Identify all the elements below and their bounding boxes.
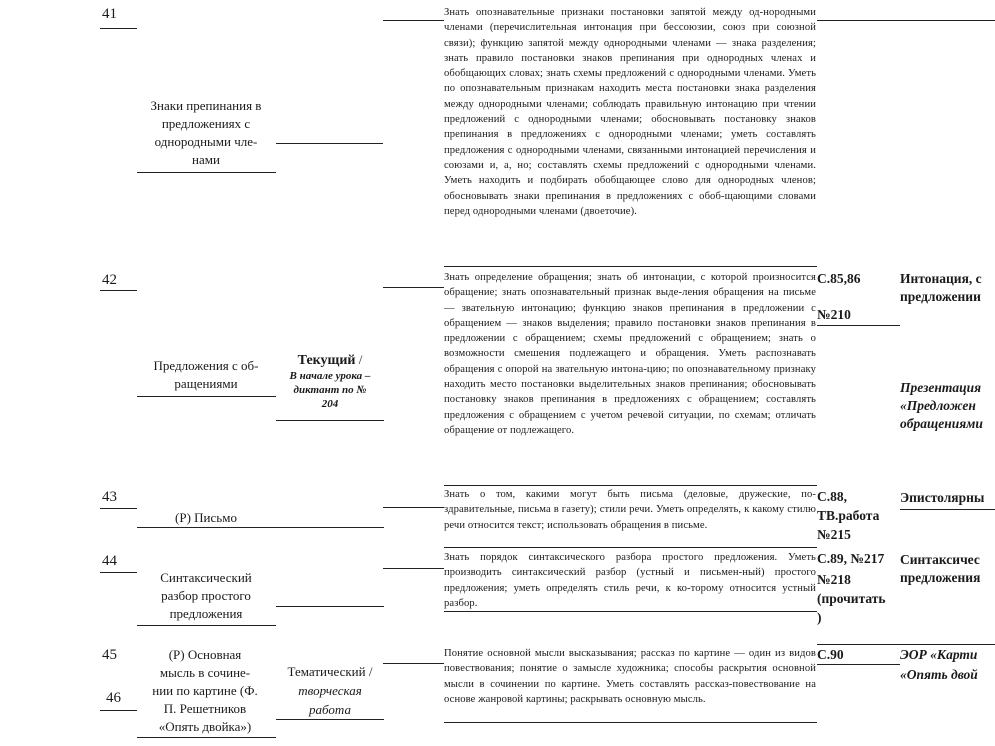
row-44-topic-underline — [137, 625, 276, 626]
row-42-control-line: 204 — [321, 398, 339, 410]
row-43-number: 43 — [102, 489, 117, 505]
row-41-mid-line — [276, 143, 383, 144]
row-42-resource-line: Презентация — [900, 380, 982, 395]
row-42-control-line — [383, 287, 444, 288]
row-42-number: 42 — [102, 272, 117, 288]
row-42-presentation — [900, 379, 983, 433]
row-43-top-line — [444, 485, 817, 486]
row-43-topic-underline — [137, 527, 384, 528]
row-45-description-underline — [444, 722, 817, 723]
row-44-top-line — [444, 547, 817, 548]
row-44-topic-line: Синтаксический — [160, 570, 252, 585]
row-44-topic-line: предложения — [169, 606, 243, 621]
row-44-homework-line: С.89, №217 — [817, 551, 885, 566]
row-45-resource-line: «Опять двой — [900, 667, 978, 682]
row-45-control-type: Тематический — [287, 664, 366, 679]
row-44-mid-line — [276, 606, 384, 607]
row-45-control-line: работа — [309, 702, 351, 717]
row-42-description: Знать определение обращения; знать об интонации, с которой произносится обращение; знать опознавательный признак выде-ления обращения на письме — звательную интонацию; функцию знаков препинания в предложении с обращением — знаков выделения; правило постановки знаков препинания в предложении с обращением; схемы предложений с обращением; знать о возможности смешения подлежащего и обращения. Уметь распознавать обращения с опорой на звательную интона-цию; по опознавательному признаку находить место постановки выделительных знаков препинания; обосновывать постановку знаков препинания в предложениях с обращением; составлять предложения с обращением с учетом речевой ситуации, по схемам; отличать обращение от подлежащего. — [444, 272, 816, 436]
row-43-number-underline — [100, 508, 137, 509]
row-46-number: 46 — [106, 690, 121, 706]
row-42-top-line — [444, 266, 817, 267]
row-45-control-underline — [276, 719, 384, 720]
row-44-number: 44 — [102, 553, 117, 569]
row-41-topic-line: предложениях с — [161, 116, 251, 131]
row-42-homework-line: С.85,86 — [817, 271, 861, 286]
row-41-number: 41 — [102, 6, 117, 22]
row-44-control-line — [383, 568, 444, 569]
row-42-topic-line: Предложения с об- — [153, 358, 259, 373]
row-42-control-line: В начале урока – — [289, 370, 371, 382]
row-42-control-line: диктант по № — [293, 384, 367, 396]
row-43-resource-underline — [900, 509, 995, 510]
row-43-homework-line: С.88, — [817, 489, 847, 504]
row-42-control-type: Текущий — [297, 353, 356, 368]
row-43-description: Знать о том, какими могут быть письма (деловые, дружеские, по-здравительные, письма в газету); стили речи. Уметь определять, к какому стилю речи относится текст; использовать обращения в письме. — [444, 489, 816, 531]
row-44-resource-line: предложения — [900, 570, 981, 585]
row-41-topic-line: Знаки препинания в — [150, 98, 262, 113]
row-41-homework-line — [817, 20, 995, 21]
row-44-number-underline — [100, 572, 137, 573]
row-44-description-underline — [444, 611, 817, 612]
row-43-resource-line: Эпистолярны — [900, 490, 985, 505]
row-44-homework-line: №218 — [817, 572, 851, 587]
row-44-description: Знать порядок синтаксического разбора простого предложения. Уметь производить синтаксический разбор (устный и письмен-ный) простого предложения; уметь определять стиль речи, к ко-торому относится устный разбор. — [444, 552, 816, 609]
row-41-topic-underline — [137, 172, 276, 173]
row-44-homework-line: (прочитать — [817, 591, 886, 606]
row-43-homework-line: ТВ.работа — [817, 508, 880, 523]
row-44-homework-line: ) — [817, 610, 822, 625]
row-42-control-underline — [276, 420, 384, 421]
row-42-homework — [817, 269, 861, 324]
row-42-resource-line: «Предложен — [900, 398, 976, 413]
row-45-homework — [817, 645, 844, 664]
row-44-homework — [817, 549, 886, 627]
row-44-resources — [900, 551, 980, 587]
row-42-topic — [136, 357, 276, 393]
row-43-homework-line: №215 — [817, 527, 851, 542]
row-45-topic-line: П. Решетников — [163, 701, 247, 716]
row-45-topic-line: нии по картине (Ф. — [152, 683, 258, 698]
row-42-resource-line: обращениями — [900, 416, 983, 431]
row-45-topic — [137, 646, 273, 736]
row-42-topic-underline — [137, 396, 276, 397]
row-46-number-underline — [100, 710, 137, 711]
row-45-description: Понятие основной мысли высказывания; рассказ по картине — один из видов повествования; понятие о замысле художника; способы раскрытия основной мысли в сочинении по картине. Уметь составлять рассказ-повествование на основе жанровой картины; раскрывать основную мысль. — [444, 648, 816, 705]
row-42-control-slash: / — [355, 352, 363, 367]
row-42-homework-underline — [817, 325, 900, 326]
row-41-topic — [136, 97, 276, 169]
row-45-homework-underline — [817, 664, 900, 665]
row-42-control — [276, 351, 384, 411]
row-45-topic-line: мысль в сочине- — [159, 665, 251, 680]
row-42-resources — [900, 270, 982, 306]
row-45-control — [276, 663, 384, 718]
row-42-homework-line: №210 — [817, 307, 851, 322]
row-45-topic-underline — [137, 737, 276, 738]
row-45-control-slash: / — [365, 664, 373, 679]
row-45-topic-line: (Р) Основная — [168, 647, 242, 662]
row-43-homework — [817, 487, 879, 544]
row-45-control-line — [383, 663, 444, 664]
row-45-resources — [900, 646, 978, 684]
row-42-resource-line: предложении — [900, 289, 981, 304]
row-41-control-line — [383, 20, 444, 21]
row-45-resource-line: ЭОР «Карти — [900, 647, 978, 662]
row-44-topic-line: разбор простого — [161, 588, 251, 603]
row-44-topic — [136, 569, 276, 623]
row-45-homework-top-line — [817, 644, 995, 645]
row-43-topic — [136, 509, 276, 527]
row-43-resources — [900, 489, 984, 507]
row-41-topic-line: однородными чле- — [154, 134, 258, 149]
row-45-topic-line: «Опять двойка») — [158, 719, 252, 734]
row-44-resource-line: Синтаксичес — [900, 552, 980, 567]
row-42-topic-line: ращениями — [174, 376, 238, 391]
row-41-number-underline — [100, 28, 137, 29]
row-45-homework-line: С.90 — [817, 647, 844, 662]
row-42-number-underline — [100, 290, 137, 291]
row-45-number: 45 — [102, 647, 117, 663]
row-43-topic-line: (Р) Письмо — [175, 510, 237, 525]
row-45-control-line: творческая — [298, 683, 362, 698]
row-41-topic-line: нами — [192, 152, 220, 167]
row-42-resource-line: Интонация, с — [900, 271, 982, 286]
row-41-description: Знать опознавательные признаки постановки запятой между од-нородными членами (перечислительная интонация при бессоюзии, союз при союзной связи); функцию запятой между однородными членами — знака разделения; знать правило постановки знаков препинания при однородных членах и обобщающих словах; знать схемы предложений с однородными членами. Уметь по опознавательным признакам находить места постановки знака разделения между однородными членами; соблюдать правильную интонацию при чтении предложений с однородными членами; обосновывать постановку знаков препинания в предложениях с однородными членами; уметь составлять предложения с однородными членами, связанными интонацией перечисления и союзами и, а, но; составлять схемы предложений с однородными членами. Уметь находить и подбирать обобщающее слово для однородных членов; обосновывать знаки препинания в предложениях с обоб-щающими словами перед однородными членами (двоеточие). — [444, 7, 816, 217]
row-43-control-line — [383, 507, 444, 508]
